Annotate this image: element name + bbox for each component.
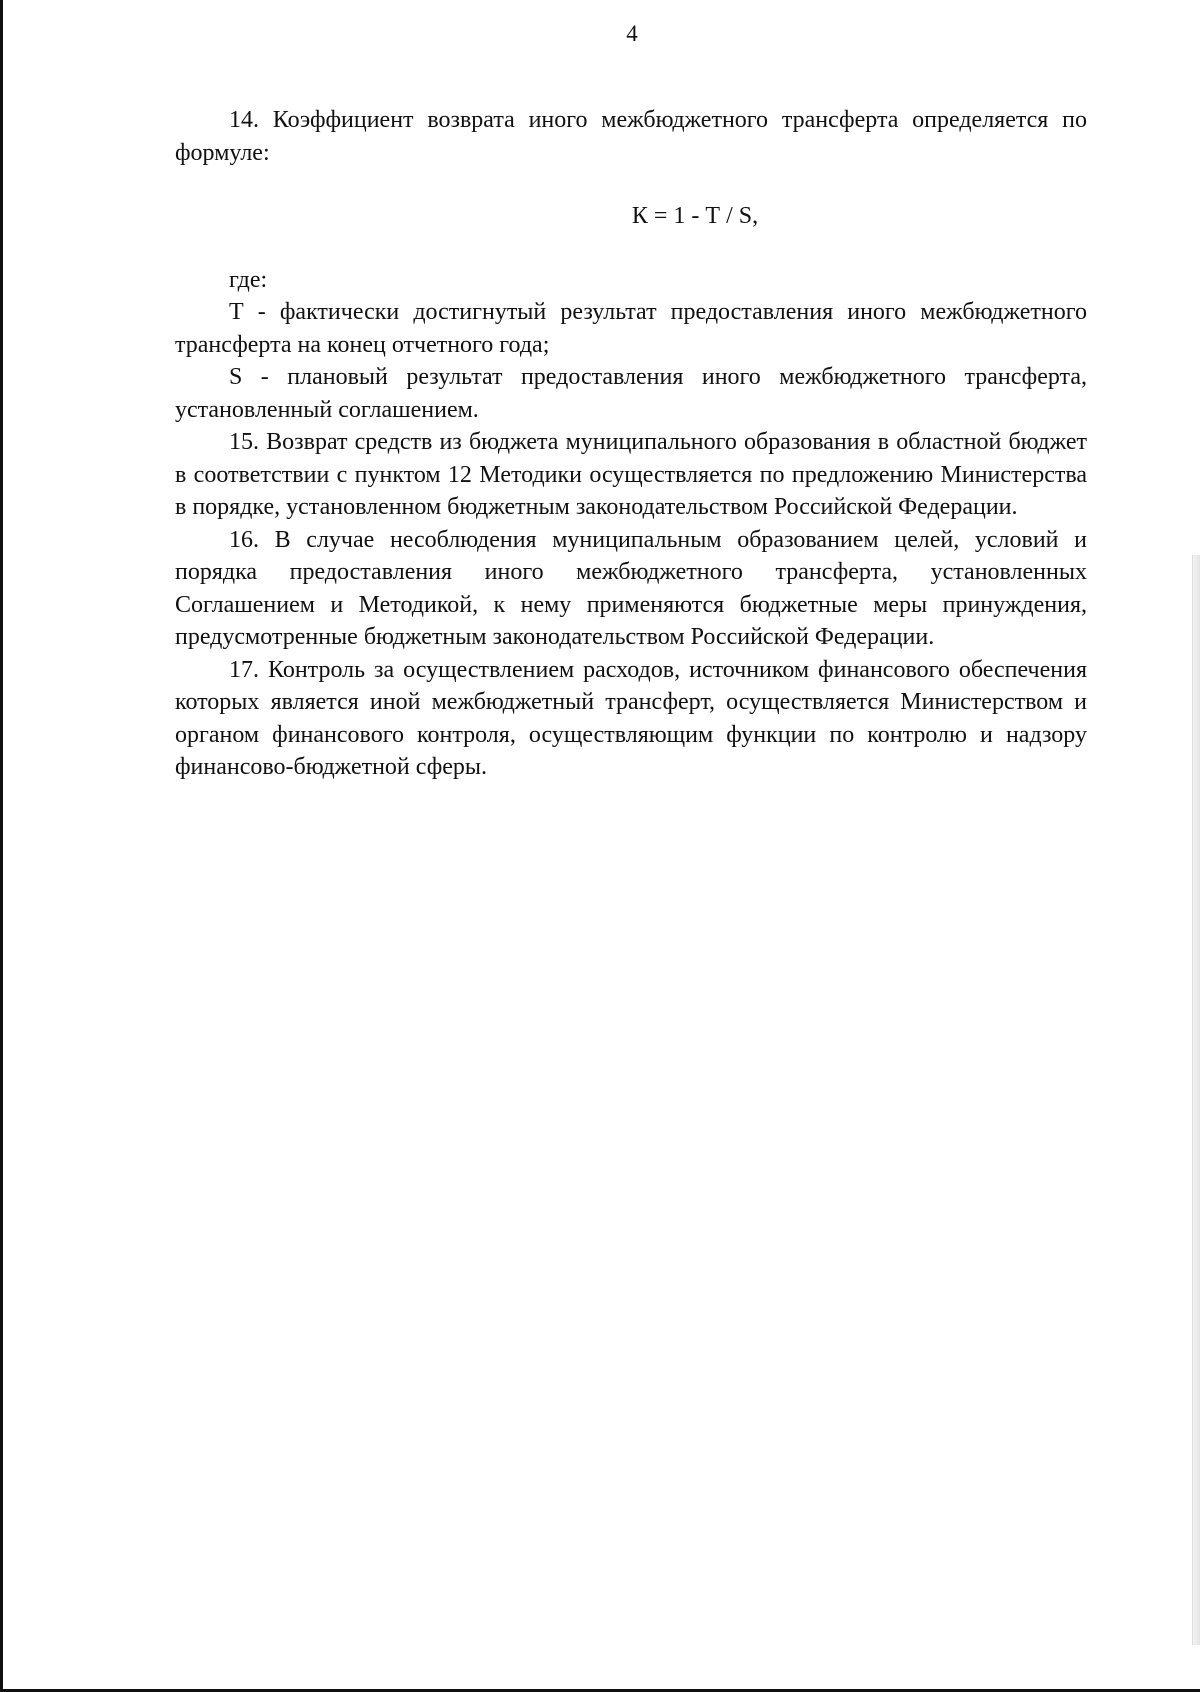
paragraph-14: 14. Коэффициент возврата иного межбюджетного трансферта определяется по формуле: bbox=[175, 107, 1087, 166]
page-number: 4 bbox=[626, 21, 638, 46]
definition-s: S - плановый результат предоставления иного межбюджетного трансферта, установленный соглашением. bbox=[175, 364, 1087, 423]
paragraph-16: 16. В случае несоблюдения муниципальным образованием целей, условий и порядка предоставления иного межбюджетного трансферта, установленных Соглашением и Методикой, к нему применяются бюджетные меры принуждения, предусмотренные бюджетным законодательством Российской Федерации. bbox=[175, 526, 1087, 650]
formula: К = 1 - Т / S, bbox=[631, 203, 759, 229]
document-body bbox=[175, 104, 1087, 784]
paragraph-15: 15. Возврат средств из бюджета муниципального образования в областной бюджет в соответствии с пунктом 12 Методики осуществляется по предложению Министерства в порядке, установленном бюджетным законодательством Российской Федерации. bbox=[175, 429, 1087, 520]
where-label: где: bbox=[229, 266, 268, 293]
definition-t: Т - фактически достигнутый результат предоставления иного межбюджетного трансферта на конец отчетного года; bbox=[175, 299, 1087, 358]
scan-edge-shadow bbox=[1192, 555, 1200, 1645]
paragraph-17: 17. Контроль за осуществлением расходов, источником финансового обеспечения которых является иной межбюджетный трансферт, осуществляется Министерством и органом финансового контроля, осуществляющим функции по контролю и надзору финансово-бюджетной сферы. bbox=[175, 656, 1087, 780]
